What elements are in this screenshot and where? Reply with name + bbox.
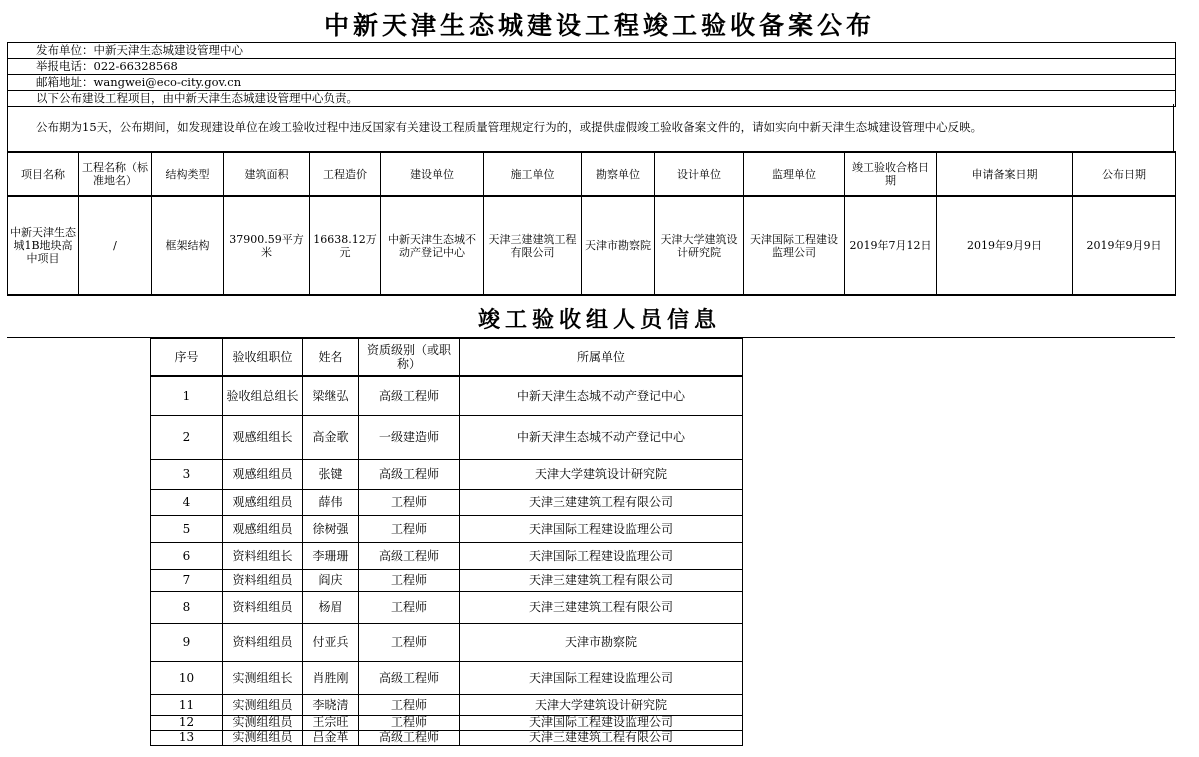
staff-row <box>151 459 743 489</box>
staff-cell: 付亚兵 <box>303 623 359 661</box>
project-cell: 16638.12万元 <box>310 196 381 295</box>
staff-cell: 2 <box>151 415 223 459</box>
staff-cell: 中新天津生态城不动产登记中心 <box>460 415 743 459</box>
staff-cell: 一级建造师 <box>359 415 460 459</box>
project-header-cell: 勘察单位 <box>582 152 655 196</box>
staff-cell: 工程师 <box>359 694 460 715</box>
staff-row <box>151 694 743 715</box>
staff-cell: 5 <box>151 515 223 542</box>
staff-cell: 吕金革 <box>303 730 359 745</box>
project-cell: 2019年7月12日 <box>845 196 937 295</box>
project-header-cell: 建筑面积 <box>224 152 310 196</box>
project-cell: 天津市勘察院 <box>582 196 655 295</box>
project-header-row <box>8 152 1176 196</box>
staff-cell: 天津国际工程建设监理公司 <box>460 515 743 542</box>
staff-row <box>151 489 743 515</box>
notice-text: 公布期为15天，公布期间，如发现建设单位在竣工验收过程中违反国家有关建设工程质量管理规定行为的，或提供虚假竣工验收备案文件的，请如实向中新天津生态城建设管理中心反映。 <box>7 104 1174 151</box>
publisher-info-block <box>7 42 1176 107</box>
staff-cell: 天津国际工程建设监理公司 <box>460 542 743 569</box>
staff-cell: 工程师 <box>359 515 460 542</box>
project-table <box>7 151 1176 296</box>
staff-cell: 4 <box>151 489 223 515</box>
staff-row <box>151 542 743 569</box>
staff-cell: 观感组组员 <box>223 489 303 515</box>
project-header-cell: 施工单位 <box>484 152 582 196</box>
staff-cell: 工程师 <box>359 489 460 515</box>
project-header-cell: 建设单位 <box>381 152 484 196</box>
email-line: 邮箱地址：wangwei@eco-city.gov.cn <box>8 75 1175 91</box>
staff-row <box>151 730 743 745</box>
staff-cell: 8 <box>151 591 223 623</box>
project-header-cell: 工程名称（标准地名） <box>79 152 152 196</box>
staff-cell: 天津国际工程建设监理公司 <box>460 715 743 730</box>
staff-cell: 李晓清 <box>303 694 359 715</box>
project-cell: 37900.59平方米 <box>224 196 310 295</box>
staff-cell: 天津三建建筑工程有限公司 <box>460 489 743 515</box>
project-row <box>8 196 1176 295</box>
staff-cell: 天津市勘察院 <box>460 623 743 661</box>
publisher-line: 发布单位：中新天津生态城建设管理中心 <box>8 43 1175 59</box>
staff-header-cell: 验收组职位 <box>223 339 303 377</box>
staff-cell: 实测组组员 <box>223 715 303 730</box>
staff-cell: 天津三建建筑工程有限公司 <box>460 591 743 623</box>
project-header-cell: 结构类型 <box>152 152 224 196</box>
staff-cell: 工程师 <box>359 715 460 730</box>
project-cell: 中新天津生态城1B地块高中项目 <box>8 196 79 295</box>
phone-line: 举报电话：022-66328568 <box>8 59 1175 75</box>
staff-cell: 9 <box>151 623 223 661</box>
staff-row <box>151 515 743 542</box>
project-cell: 天津三建建筑工程有限公司 <box>484 196 582 295</box>
staff-cell: 天津大学建筑设计研究院 <box>460 694 743 715</box>
staff-cell: 梁继弘 <box>303 376 359 415</box>
project-cell: 2019年9月9日 <box>937 196 1073 295</box>
staff-cell: 观感组组员 <box>223 515 303 542</box>
staff-cell: 高级工程师 <box>359 730 460 745</box>
staff-row <box>151 661 743 694</box>
staff-cell: 高级工程师 <box>359 459 460 489</box>
staff-cell: 验收组总组长 <box>223 376 303 415</box>
staff-cell: 资料组组员 <box>223 569 303 591</box>
project-header-cell: 申请备案日期 <box>937 152 1073 196</box>
staff-cell: 实测组组员 <box>223 730 303 745</box>
staff-cell: 7 <box>151 569 223 591</box>
staff-cell: 工程师 <box>359 623 460 661</box>
staff-cell: 实测组组长 <box>223 661 303 694</box>
project-header-cell: 工程造价 <box>310 152 381 196</box>
staff-cell: 6 <box>151 542 223 569</box>
staff-row <box>151 715 743 730</box>
staff-row <box>151 376 743 415</box>
staff-cell: 天津国际工程建设监理公司 <box>460 661 743 694</box>
staff-header-cell: 序号 <box>151 339 223 377</box>
project-header-cell: 竣工验收合格日期 <box>845 152 937 196</box>
staff-row <box>151 591 743 623</box>
staff-row <box>151 569 743 591</box>
staff-section-title: 竣工验收组人员信息 <box>477 307 721 333</box>
staff-cell: 薛伟 <box>303 489 359 515</box>
staff-header-row <box>151 339 743 377</box>
staff-cell: 中新天津生态城不动产登记中心 <box>460 376 743 415</box>
staff-cell: 工程师 <box>359 591 460 623</box>
project-cell: 天津大学建筑设计研究院 <box>655 196 744 295</box>
staff-cell: 高级工程师 <box>359 661 460 694</box>
staff-cell: 李珊珊 <box>303 542 359 569</box>
staff-row <box>151 415 743 459</box>
staff-cell: 工程师 <box>359 569 460 591</box>
project-header-cell: 设计单位 <box>655 152 744 196</box>
staff-cell: 高金歌 <box>303 415 359 459</box>
staff-cell: 10 <box>151 661 223 694</box>
statement-line: 以下公布建设工程项目，由中新天津生态城建设管理中心负责。 <box>8 91 1175 107</box>
staff-row <box>151 623 743 661</box>
staff-cell: 观感组组员 <box>223 459 303 489</box>
staff-cell: 资料组组员 <box>223 623 303 661</box>
staff-cell: 王宗旺 <box>303 715 359 730</box>
staff-cell: 高级工程师 <box>359 542 460 569</box>
staff-cell: 12 <box>151 715 223 730</box>
project-cell: 中新天津生态城不动产登记中心 <box>381 196 484 295</box>
project-cell: 2019年9月9日 <box>1073 196 1176 295</box>
staff-cell: 阎庆 <box>303 569 359 591</box>
project-cell: 天津国际工程建设监理公司 <box>744 196 845 295</box>
staff-header-cell: 姓名 <box>303 339 359 377</box>
staff-cell: 徐树强 <box>303 515 359 542</box>
staff-cell: 杨眉 <box>303 591 359 623</box>
project-header-cell: 项目名称 <box>8 152 79 196</box>
staff-cell: 观感组组长 <box>223 415 303 459</box>
staff-cell: 肖胜刚 <box>303 661 359 694</box>
project-cell: / <box>79 196 152 295</box>
staff-cell: 天津大学建筑设计研究院 <box>460 459 743 489</box>
staff-header-cell: 所属单位 <box>460 339 743 377</box>
staff-cell: 13 <box>151 730 223 745</box>
staff-cell: 天津三建建筑工程有限公司 <box>460 730 743 745</box>
project-header-cell: 公布日期 <box>1073 152 1176 196</box>
staff-cell: 11 <box>151 694 223 715</box>
staff-cell: 实测组组员 <box>223 694 303 715</box>
staff-cell: 资料组组长 <box>223 542 303 569</box>
staff-cell: 资料组组员 <box>223 591 303 623</box>
staff-cell: 1 <box>151 376 223 415</box>
staff-table <box>150 338 743 746</box>
staff-cell: 天津三建建筑工程有限公司 <box>460 569 743 591</box>
staff-header-cell: 资质级别（或职称） <box>359 339 460 377</box>
staff-cell: 3 <box>151 459 223 489</box>
staff-cell: 张键 <box>303 459 359 489</box>
project-cell: 框架结构 <box>152 196 224 295</box>
staff-cell: 高级工程师 <box>359 376 460 415</box>
project-header-cell: 监理单位 <box>744 152 845 196</box>
page-title: 中新天津生态城建设工程竣工验收备案公布 <box>323 11 875 40</box>
